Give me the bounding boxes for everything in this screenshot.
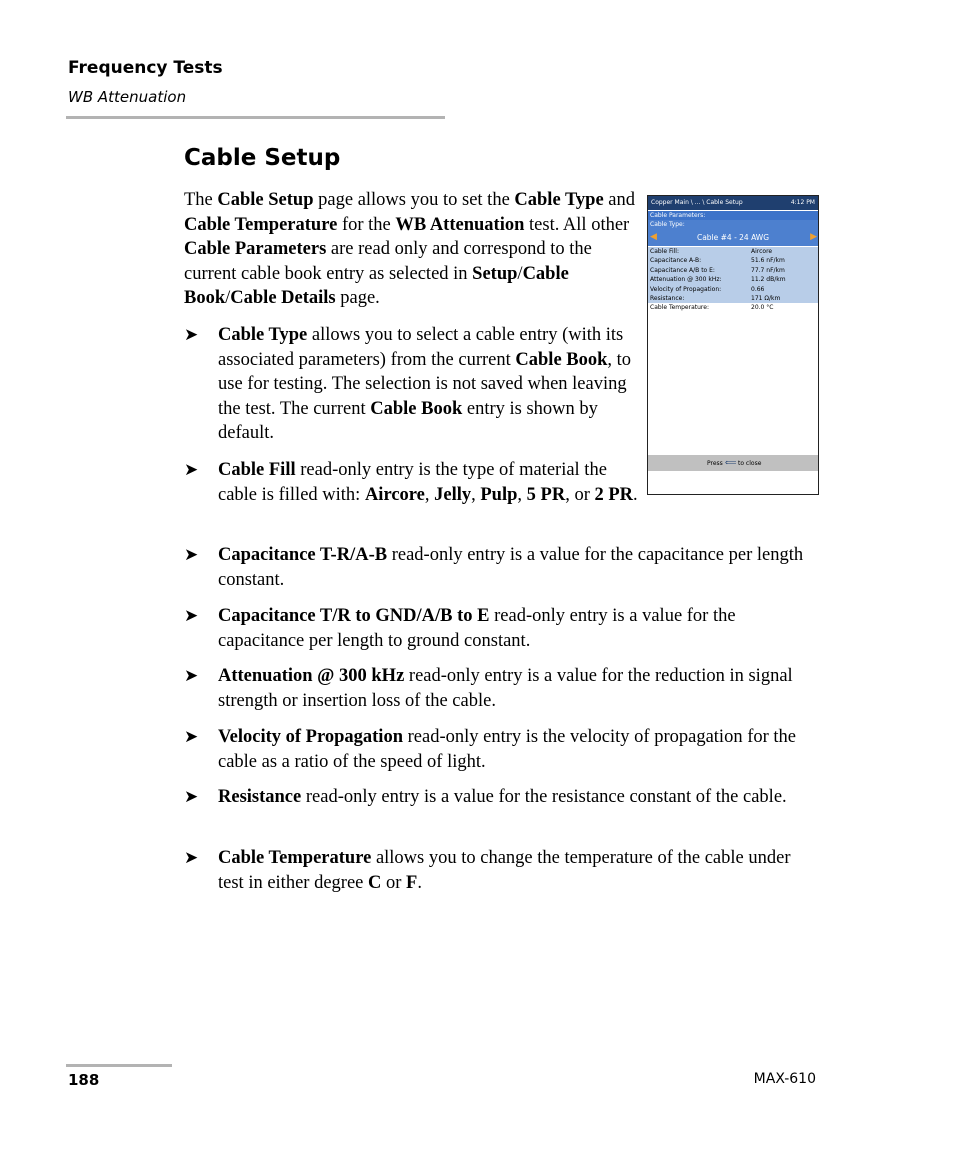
bold-term: Capacitance T-R/A-B (218, 545, 388, 565)
header-divider (66, 116, 445, 119)
bullet-text (218, 785, 818, 810)
intro-paragraph (184, 188, 644, 311)
cable-type-value: Cable #4 - 24 AWG (696, 233, 770, 242)
parameter-label: Capacitance A/B to E: (650, 266, 715, 274)
bullet-text (218, 725, 818, 774)
cable-parameter-row[interactable] (648, 303, 818, 312)
parameter-label: Resistance: (650, 295, 685, 302)
text-run: , (424, 484, 435, 505)
bold-term: Cable Fill (218, 460, 296, 480)
bold-term: Cable Temperature (184, 214, 338, 235)
text-run: entry is shown by default. (218, 398, 598, 444)
text-run: , (471, 484, 481, 505)
bold-term: F (406, 872, 418, 893)
page-title: Cable Setup (184, 145, 341, 171)
text-run: page. (335, 288, 380, 309)
cable-parameter-row (648, 256, 818, 265)
text-run: read-only entry is the velocity of propagation for the cable as a ratio of the speed of light. (218, 727, 796, 772)
text-run: , (517, 484, 527, 505)
screenshot-breadcrumb: Copper Main \ ... \ Cable Setup (651, 199, 743, 206)
bullet-arrow-icon: ➤ (184, 325, 199, 344)
text-run: and (603, 190, 636, 210)
parameter-label: Cable Temperature: (650, 304, 709, 312)
text-run: page allows you to set the (313, 190, 515, 210)
bullet-text (218, 323, 643, 446)
text-run: test. All other (524, 214, 630, 235)
device-screenshot (647, 195, 819, 495)
parameter-label: Attenuation @ 300 kHz: (650, 276, 722, 284)
bold-term: C (368, 872, 382, 893)
bold-term: Capacitance T/R to GND/A/B to E (218, 606, 490, 626)
cable-parameters-header: Cable Parameters: (648, 211, 818, 220)
bullet-text (218, 846, 818, 895)
bold-term: 5 PR (526, 484, 566, 505)
text-run: read-only entry is the type of material the cable is filled with: (218, 460, 607, 505)
screenshot-title-bar (648, 196, 818, 210)
footer-press-text: Press (707, 460, 723, 467)
text-run: The (184, 190, 218, 210)
bold-term: Setup (472, 263, 518, 284)
text-run: / (517, 263, 523, 284)
text-run: , or (565, 484, 595, 505)
text-run: allows you to change the temperature of the cable under test in either degree (218, 848, 791, 893)
bold-term: Cable Temperature (218, 848, 372, 868)
screenshot-clock: 4:12 PM (790, 199, 815, 206)
cable-parameter-row (648, 275, 818, 284)
bullet-arrow-icon: ➤ (184, 787, 199, 806)
bold-term: Resistance (218, 787, 302, 807)
bullet-text (218, 664, 818, 713)
cable-parameter-row (648, 266, 818, 275)
bold-term: Attenuation @ 300 kHz (218, 666, 405, 686)
parameter-value: 0.66 (751, 285, 765, 293)
bold-term: Aircore (364, 484, 425, 505)
cable-parameter-row (648, 285, 818, 294)
parameter-value: 20.0 °C (751, 304, 774, 312)
bullet-text (218, 604, 818, 653)
footer-close-text: to close (738, 460, 762, 467)
parameter-value: 171 Ω/km (751, 295, 781, 302)
bold-term: 2 PR (594, 484, 634, 505)
cable-parameter-row (648, 247, 818, 256)
text-run: are read only and correspond to the current cable book entry as selected in (184, 239, 592, 284)
back-arrow-icon: ⟸ (725, 458, 737, 467)
bold-term: Velocity of Propagation (218, 727, 403, 747)
cable-type-selector[interactable]: Cable Type: ◀ Cable #4 - 24 AWG ▶ (648, 220, 818, 246)
parameter-label: Capacitance A-B: (650, 257, 702, 265)
text-run: or (381, 872, 407, 893)
bold-term: Cable Type (218, 325, 308, 345)
text-run: . (417, 872, 422, 893)
bold-term: Cable Book (515, 349, 608, 370)
bullet-arrow-icon: ➤ (184, 545, 199, 564)
parameter-value: 51.6 nF/km (751, 257, 785, 265)
bullet-text (218, 543, 818, 592)
product-name: MAX-610 (753, 1071, 816, 1087)
bold-term: Jelly (434, 484, 472, 505)
parameter-label: Cable Fill: (650, 248, 679, 255)
chevron-left-icon[interactable]: ◀ (650, 232, 657, 242)
footer-divider (66, 1064, 172, 1067)
bullet-arrow-icon: ➤ (184, 727, 199, 746)
bullet-arrow-icon: ➤ (184, 848, 199, 867)
bullet-text (218, 458, 643, 507)
bold-term: Pulp (480, 484, 518, 505)
bullet-arrow-icon: ➤ (184, 666, 199, 685)
parameter-value: 77.7 nF/km (751, 266, 785, 274)
parameter-value: Aircore (751, 248, 773, 255)
section-subtitle: WB Attenuation (68, 88, 187, 106)
bold-term: WB Attenuation (395, 214, 525, 235)
text-run: read-only entry is a value for the reduction in signal strength or insertion loss of the cable. (218, 666, 793, 711)
bullet-arrow-icon: ➤ (184, 460, 199, 479)
text-run: allows you to select a cable entry (with its associated parameters) from the current (218, 325, 624, 370)
text-run: for the (337, 214, 396, 235)
text-run: / (225, 288, 231, 309)
bold-term: Cable Setup (217, 190, 314, 210)
text-run: read-only entry is a value for the capacitance per length constant. (218, 545, 804, 590)
bold-term: Cable Book (184, 263, 569, 309)
chevron-right-icon[interactable]: ▶ (810, 232, 817, 242)
screenshot-footer[interactable] (648, 455, 818, 471)
text-run: , to use for testing. The selection is not saved when leaving the test. The current (218, 349, 632, 419)
text-run: read-only entry is a value for the capacitance per length to ground constant. (218, 606, 736, 651)
text-run: read-only entry is a value for the resistance constant of the cable. (301, 787, 787, 807)
bold-term: Cable Type (514, 190, 604, 210)
text-run: . (633, 484, 638, 505)
cable-parameter-row (648, 294, 818, 303)
parameter-label: Velocity of Propagation: (650, 285, 722, 293)
page-number: 188 (68, 1071, 100, 1089)
bold-term: Cable Details (230, 288, 336, 309)
parameter-value: 11.2 dB/km (751, 276, 786, 284)
bullet-arrow-icon: ➤ (184, 606, 199, 625)
chapter-title: Frequency Tests (68, 58, 223, 78)
bold-term: Cable Parameters (184, 239, 327, 260)
bold-term: Cable Book (370, 398, 463, 419)
